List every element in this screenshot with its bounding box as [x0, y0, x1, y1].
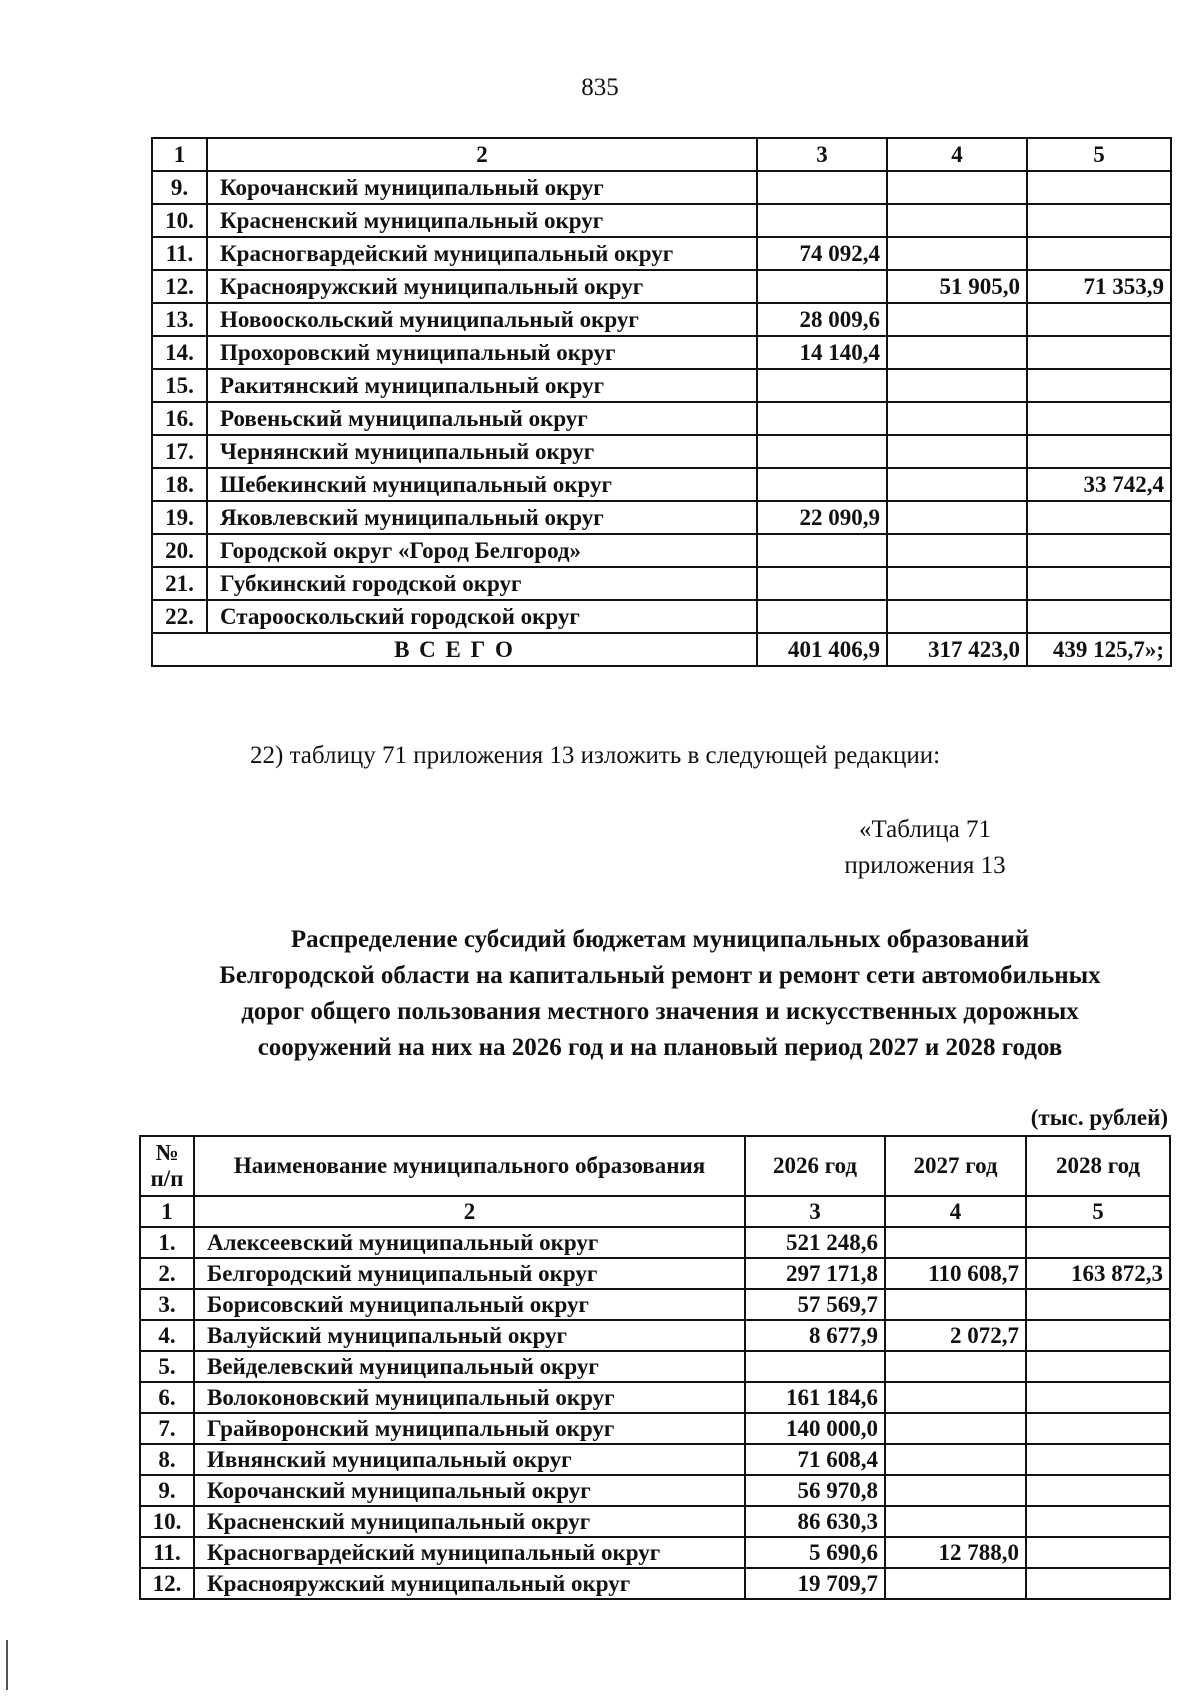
value-cell [1026, 1568, 1170, 1599]
value-cell [757, 468, 887, 501]
row-number: 22. [152, 600, 207, 633]
value-cell [885, 1382, 1026, 1413]
municipality-name: Грайворонский муниципальный округ [194, 1413, 745, 1444]
title-line: Распределение субсидий бюджетам муниципальных образований [290, 926, 1030, 953]
table-row [140, 1382, 1170, 1413]
row-number: 21. [152, 567, 207, 600]
row-number: 5. [140, 1351, 194, 1382]
page-number: 835 [581, 74, 619, 101]
value-cell [887, 402, 1027, 435]
value-cell [887, 501, 1027, 534]
value-cell [885, 1351, 1026, 1382]
municipality-name: Красногвардейский муниципальный округ [207, 237, 757, 270]
table-row [140, 1413, 1170, 1444]
value-cell: 51 905,0 [887, 270, 1027, 303]
subsidy-table-71 [139, 1135, 1171, 1600]
units-label: (тыс. рублей) [1030, 1105, 1168, 1130]
value-cell [1027, 435, 1171, 468]
row-number: 10. [140, 1506, 194, 1537]
municipality-name: Чернянский муниципальный округ [207, 435, 757, 468]
value-cell [1026, 1537, 1170, 1568]
value-cell [885, 1289, 1026, 1320]
column-number-row [140, 1196, 1170, 1227]
value-cell: 12 788,0 [885, 1537, 1026, 1568]
municipality-name: Красненский муниципальный округ [207, 204, 757, 237]
value-cell [757, 369, 887, 402]
municipality-name: Краснояружский муниципальный округ [194, 1568, 745, 1599]
value-cell: 86 630,3 [745, 1506, 885, 1537]
column-number: 5 [1026, 1196, 1170, 1227]
row-number: 12. [140, 1568, 194, 1599]
value-cell [887, 600, 1027, 633]
column-number: 3 [757, 138, 887, 171]
table-row [140, 1444, 1170, 1475]
row-number: 20. [152, 534, 207, 567]
value-cell [1027, 204, 1171, 237]
row-number: 19. [152, 501, 207, 534]
value-cell: 163 872,3 [1026, 1258, 1170, 1289]
header-2028: 2028 год [1026, 1136, 1170, 1196]
value-cell [1027, 171, 1171, 204]
row-number: 3. [140, 1289, 194, 1320]
municipality-name: Корочанский муниципальный округ [194, 1475, 745, 1506]
value-cell [885, 1444, 1026, 1475]
scan-edge-mark [6, 1640, 8, 1690]
table-row [152, 336, 1171, 369]
value-cell: 22 090,9 [757, 501, 887, 534]
row-number: 7. [140, 1413, 194, 1444]
row-number: 16. [152, 402, 207, 435]
row-number: 9. [140, 1475, 194, 1506]
table-row [152, 534, 1171, 567]
table-row [140, 1568, 1170, 1599]
municipality-name: Ивнянский муниципальный округ [194, 1444, 745, 1475]
column-number: 2 [207, 138, 757, 171]
value-cell: 19 709,7 [745, 1568, 885, 1599]
value-cell: 8 677,9 [745, 1320, 885, 1351]
municipality-name: Краснояружский муниципальный округ [207, 270, 757, 303]
value-cell [887, 204, 1027, 237]
value-cell: 74 092,4 [757, 237, 887, 270]
value-cell [885, 1413, 1026, 1444]
value-cell [1026, 1382, 1170, 1413]
table-row [152, 204, 1171, 237]
row-number: 13. [152, 303, 207, 336]
value-cell: 71 608,4 [745, 1444, 885, 1475]
value-cell: 140 000,0 [745, 1413, 885, 1444]
value-cell [1026, 1506, 1170, 1537]
table-row [140, 1258, 1170, 1289]
value-cell [1026, 1289, 1170, 1320]
table-reference-line: «Таблица 71 [859, 816, 991, 843]
total-value: 439 125,7»; [1027, 633, 1171, 666]
row-number: 11. [152, 237, 207, 270]
value-cell [1027, 567, 1171, 600]
value-cell [887, 336, 1027, 369]
value-cell [1026, 1351, 1170, 1382]
value-cell [887, 567, 1027, 600]
value-cell: 5 690,6 [745, 1537, 885, 1568]
municipality-name: Ровеньский муниципальный округ [207, 402, 757, 435]
title-line: Белгородской области на капитальный ремонт и ремонт сети автомобильных [219, 962, 1101, 989]
municipality-name: Старооскольский городской округ [207, 600, 757, 633]
value-cell [1026, 1444, 1170, 1475]
value-cell [1026, 1413, 1170, 1444]
municipality-name: Красненский муниципальный округ [194, 1506, 745, 1537]
value-cell [757, 600, 887, 633]
value-cell [745, 1351, 885, 1382]
header-2026: 2026 год [745, 1136, 885, 1196]
row-number: 2. [140, 1258, 194, 1289]
value-cell [1027, 600, 1171, 633]
value-cell [885, 1227, 1026, 1258]
value-cell [887, 534, 1027, 567]
municipality-name: Борисовский муниципальный округ [194, 1289, 745, 1320]
table-row [152, 303, 1171, 336]
header-name: Наименование муниципального образования [194, 1136, 745, 1196]
row-number: 1. [140, 1227, 194, 1258]
value-cell: 14 140,4 [757, 336, 887, 369]
row-number: 17. [152, 435, 207, 468]
row-number: 18. [152, 468, 207, 501]
value-cell [757, 402, 887, 435]
municipality-name: Городской округ «Город Белгород» [207, 534, 757, 567]
value-cell [887, 237, 1027, 270]
value-cell [1026, 1227, 1170, 1258]
amendment-instruction: 22) таблицу 71 приложения 13 изложить в следующей редакции: [250, 742, 941, 769]
municipality-name: Шебекинский муниципальный округ [207, 468, 757, 501]
value-cell [757, 567, 887, 600]
value-cell [1027, 534, 1171, 567]
value-cell [885, 1506, 1026, 1537]
column-number: 4 [887, 138, 1027, 171]
total-value: 317 423,0 [887, 633, 1027, 666]
row-number: 14. [152, 336, 207, 369]
table-title [130, 922, 1190, 1066]
total-label: В С Е Г О [152, 633, 757, 666]
row-number: 12. [152, 270, 207, 303]
table-row [140, 1475, 1170, 1506]
value-cell [1027, 303, 1171, 336]
value-cell: 28 009,6 [757, 303, 887, 336]
value-cell [757, 270, 887, 303]
municipality-name: Красногвардейский муниципальный округ [194, 1537, 745, 1568]
title-line: сооружений на них на 2026 год и на плановый период 2027 и 2028 годов [257, 1034, 1063, 1061]
value-cell [887, 171, 1027, 204]
municipality-name: Прохоровский муниципальный округ [207, 336, 757, 369]
value-cell [885, 1568, 1026, 1599]
table-row [140, 1289, 1170, 1320]
value-cell: 57 569,7 [745, 1289, 885, 1320]
municipality-name: Волоконовский муниципальный округ [194, 1382, 745, 1413]
row-number: 4. [140, 1320, 194, 1351]
value-cell [887, 435, 1027, 468]
municipality-name: Ракитянский муниципальный округ [207, 369, 757, 402]
municipality-name: Валуйский муниципальный округ [194, 1320, 745, 1351]
value-cell [1027, 402, 1171, 435]
value-cell [1027, 336, 1171, 369]
value-cell [1026, 1475, 1170, 1506]
column-number-row [152, 138, 1171, 171]
value-cell [1027, 369, 1171, 402]
municipality-name: Белгородский муниципальный округ [194, 1258, 745, 1289]
row-number: 8. [140, 1444, 194, 1475]
column-number: 4 [885, 1196, 1026, 1227]
table-reference-line: приложения 13 [844, 852, 1006, 879]
column-number: 2 [194, 1196, 745, 1227]
value-cell: 33 742,4 [1027, 468, 1171, 501]
table-row [152, 237, 1171, 270]
value-cell [887, 468, 1027, 501]
municipality-name: Яковлевский муниципальный округ [207, 501, 757, 534]
table-row [152, 468, 1171, 501]
value-cell: 161 184,6 [745, 1382, 885, 1413]
table-row [152, 435, 1171, 468]
value-cell: 521 248,6 [745, 1227, 885, 1258]
table-row [152, 369, 1171, 402]
table-reference [820, 812, 1030, 884]
value-cell: 110 608,7 [885, 1258, 1026, 1289]
value-cell [1027, 237, 1171, 270]
value-cell: 297 171,8 [745, 1258, 885, 1289]
value-cell: 2 072,7 [885, 1320, 1026, 1351]
table-row [152, 600, 1171, 633]
value-cell [757, 435, 887, 468]
municipality-name: Новооскольский муниципальный округ [207, 303, 757, 336]
table-row [152, 270, 1171, 303]
column-number: 5 [1027, 138, 1171, 171]
column-number: 1 [152, 138, 207, 171]
row-number: 11. [140, 1537, 194, 1568]
row-number: 6. [140, 1382, 194, 1413]
table-row [152, 567, 1171, 600]
value-cell [887, 369, 1027, 402]
table-row [140, 1537, 1170, 1568]
total-value: 401 406,9 [757, 633, 887, 666]
value-cell [885, 1475, 1026, 1506]
value-cell [757, 534, 887, 567]
table-row [140, 1506, 1170, 1537]
title-line: дорог общего пользования местного значения и искусственных дорожных [241, 998, 1079, 1025]
municipality-name: Алексеевский муниципальный округ [194, 1227, 745, 1258]
value-cell [1026, 1320, 1170, 1351]
table-row [152, 171, 1171, 204]
table-row [140, 1351, 1170, 1382]
value-cell [757, 171, 887, 204]
municipality-name: Корочанский муниципальный округ [207, 171, 757, 204]
column-number: 3 [745, 1196, 885, 1227]
total-row [152, 633, 1171, 666]
municipality-name: Губкинский городской округ [207, 567, 757, 600]
header-number-line: п/п [150, 1166, 184, 1191]
subsidy-table-continued [151, 137, 1172, 667]
table-row [140, 1320, 1170, 1351]
header-number [140, 1136, 194, 1196]
municipality-name: Вейделевский муниципальный округ [194, 1351, 745, 1382]
row-number: 15. [152, 369, 207, 402]
value-cell [1027, 501, 1171, 534]
value-cell [757, 204, 887, 237]
value-cell [887, 303, 1027, 336]
header-2027: 2027 год [885, 1136, 1026, 1196]
table-row [152, 402, 1171, 435]
header-number-line: № [155, 1140, 179, 1165]
row-number: 9. [152, 171, 207, 204]
value-cell: 71 353,9 [1027, 270, 1171, 303]
value-cell: 56 970,8 [745, 1475, 885, 1506]
table-row [152, 501, 1171, 534]
column-number: 1 [140, 1196, 194, 1227]
table-row [140, 1227, 1170, 1258]
header-row [140, 1136, 1170, 1196]
row-number: 10. [152, 204, 207, 237]
